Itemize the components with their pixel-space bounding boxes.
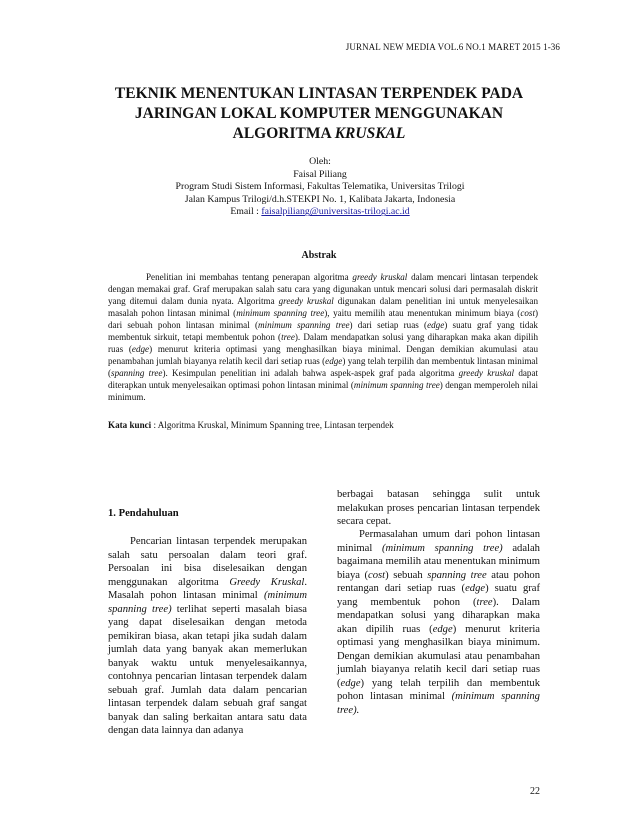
text-run: ) yang telah terpilih dan membentuk lintasan minimal ( bbox=[108, 356, 538, 379]
text-run: edge bbox=[465, 583, 486, 594]
text-run: ) menurut kriteria optimasi yang menghasilkan biaya minimum. Dengan demikian akumulasi atau penambahan jumlah biayanya relatih kecil dari setiap ruas ( bbox=[337, 623, 540, 689]
author-affiliation: Program Studi Sistem Informasi, Fakultas Telematika, Universitas Trilogi bbox=[175, 181, 465, 193]
text-run: minimum spanning tree bbox=[353, 380, 440, 391]
title-line-3 bbox=[80, 124, 558, 144]
text-run: terlihat seperti masalah biasa yang dapat diselesaikan dengan metoda pemikiran biasa, akan tetapi jika sudah dalam jumlah data yang banyak akan memerlukan banyak waktu untuk menyelesaikannya, contohnya pencarian lintasan terpendek dalam sebuah graf. Jumlah data dalam pencarian lintasan terpendek dalam sebuah graf sangat banyak dan saling berkaitan antara satu data dengan data lainnya dan adanya bbox=[108, 603, 307, 736]
keywords-label: Kata kunci bbox=[108, 420, 152, 430]
text-run: edge bbox=[340, 677, 361, 689]
text-run: greedy kruskal bbox=[278, 296, 334, 307]
text-run: cost bbox=[368, 569, 386, 581]
text-run: ) dengan memperoleh nilai minimum. bbox=[108, 380, 539, 403]
text-run: . Masalah pohon lintasan minimal bbox=[108, 576, 307, 601]
journal-header: JURNAL NEW MEDIA VOL.6 NO.1 MARET 2015 1-36 bbox=[345, 42, 560, 52]
author-name: Faisal Piliang bbox=[293, 168, 347, 180]
text-run: edge bbox=[432, 623, 453, 635]
text-run: ) dari setiap ruas ( bbox=[349, 320, 428, 331]
title-line-3-prefix: ALGORITMA bbox=[232, 125, 335, 142]
title-line-2: JARINGAN LOKAL KOMPUTER MENGGUNAKAN bbox=[134, 105, 504, 122]
title-line-3-italic: KRUSKAL bbox=[334, 125, 406, 142]
text-run: edge bbox=[131, 344, 150, 355]
left-column-paragraph bbox=[108, 535, 307, 738]
keywords-text: : Algoritma Kruskal, Minimum Spanning tree, Lintasan terpendek bbox=[151, 420, 394, 430]
abstract-body bbox=[108, 271, 538, 404]
text-run: minimum spanning tree bbox=[236, 308, 325, 319]
email-label: Email : bbox=[230, 206, 262, 218]
text-run: edge bbox=[325, 356, 343, 367]
email-link[interactable]: faisalpiliang@universitas-trilogi.ac.id bbox=[261, 206, 410, 218]
right-column-paragraph-continued bbox=[337, 488, 540, 529]
text-run: adalah bagaimana memilih atau menentukan minimum biaya ( bbox=[337, 542, 540, 581]
abstract-heading: Abstrak bbox=[301, 250, 337, 261]
text-run: edge bbox=[427, 320, 445, 331]
text-run: ). Dalam mendapatkan solusi yang diharapkan maka akan dipilih ruas ( bbox=[337, 596, 540, 635]
keywords-line bbox=[108, 419, 538, 431]
text-run: (minimum spanning tree) bbox=[108, 590, 307, 615]
title-line-1: TEKNIK MENENTUKAN LINTASAN TERPENDEK PADA bbox=[114, 85, 524, 102]
author-email-line bbox=[60, 206, 580, 219]
text-run: Pencarian lintasan terpendek merupakan salah satu persoalan dalam teori graf. Persoalan ini bisa diselesaikan dengan menggunakan algoritma bbox=[108, 536, 307, 588]
text-run: greedy kruskal bbox=[352, 272, 408, 282]
text-run: dalam mencari lintasan terpendek dengan memakai graf. Graf merupakan salah satu cara yang digunakan untuk mencari solusi dari permasalah diskrit yang ditemui dalam dunia nyata. Algoritma bbox=[108, 272, 538, 307]
text-run: ) suatu graf yang tidak membentuk sirkuit, tetapi membentuk pohon ( bbox=[108, 320, 538, 343]
text-run: berbagai batasan sehingga sulit untuk melakukan proses pencarian lintasan terpendek secara cepat. bbox=[337, 489, 540, 527]
text-run: greedy kruskal bbox=[458, 368, 515, 379]
text-run: ) menurut kriteria optimasi yang menghasilkan biaya minimal. Dengan demikian akumulasi atau penambahan jumlah biayanya relatih kecil dari setiap ruas ( bbox=[108, 344, 539, 367]
text-run: ) sebuah bbox=[385, 569, 428, 581]
text-run: spanning tree bbox=[427, 569, 487, 581]
text-run: Greedy Kruskal bbox=[229, 576, 305, 588]
author-address: Jalan Kampus Trilogi/d.h.STEKPI No. 1, Kalibata Jakarta, Indonesia bbox=[184, 193, 456, 205]
author-block bbox=[60, 156, 580, 219]
text-run: ) yang telah terpilih dan membentuk pohon lintasan minimal bbox=[337, 677, 540, 702]
text-run: ). Dalam mendapatkan solusi yang diharapkan maka akan dipilih ruas ( bbox=[108, 332, 538, 355]
page-number: 22 bbox=[530, 786, 540, 797]
text-run: Permasalahan umum dari pohon lintasan minimal bbox=[337, 529, 540, 554]
text-run: (minimum spanning tree) bbox=[381, 542, 503, 554]
text-run: ). Kesimpulan penelitian ini adalah bahwa aspek-aspek graf pada algoritma bbox=[162, 368, 459, 379]
text-run: ) dari sebuah pohon lintasan minimal ( bbox=[108, 308, 539, 331]
text-run: (minimum spanning tree). bbox=[337, 691, 540, 716]
paper-title bbox=[80, 84, 558, 144]
text-run: Penelitian ini membahas tentang penerapan algoritma bbox=[146, 272, 353, 282]
text-run: minimum spanning tree bbox=[258, 320, 350, 331]
text-run: atau pohon rentangan dari setiap ruas ( bbox=[337, 569, 540, 594]
text-run: cost bbox=[520, 308, 535, 319]
section-heading: 1. Pendahuluan bbox=[108, 508, 179, 519]
text-run: spanning tree bbox=[111, 368, 163, 379]
text-run: ) suatu graf yang membentuk pohon ( bbox=[337, 583, 540, 608]
text-run: tree bbox=[281, 332, 295, 343]
text-run: tree bbox=[476, 596, 493, 608]
text-run: dapat diterapkan untuk menyelesaikan optimasi pohon lintasan minimal ( bbox=[108, 368, 539, 391]
text-run: digunakan dalam penelitian ini untuk menyelesaikan masalah pohon lintasan minimal ( bbox=[108, 296, 538, 319]
text-run: ), yaitu memilih atau menentukan minimum biaya ( bbox=[324, 308, 521, 319]
by-label: Oleh: bbox=[309, 156, 331, 167]
right-column-paragraph bbox=[337, 528, 540, 717]
